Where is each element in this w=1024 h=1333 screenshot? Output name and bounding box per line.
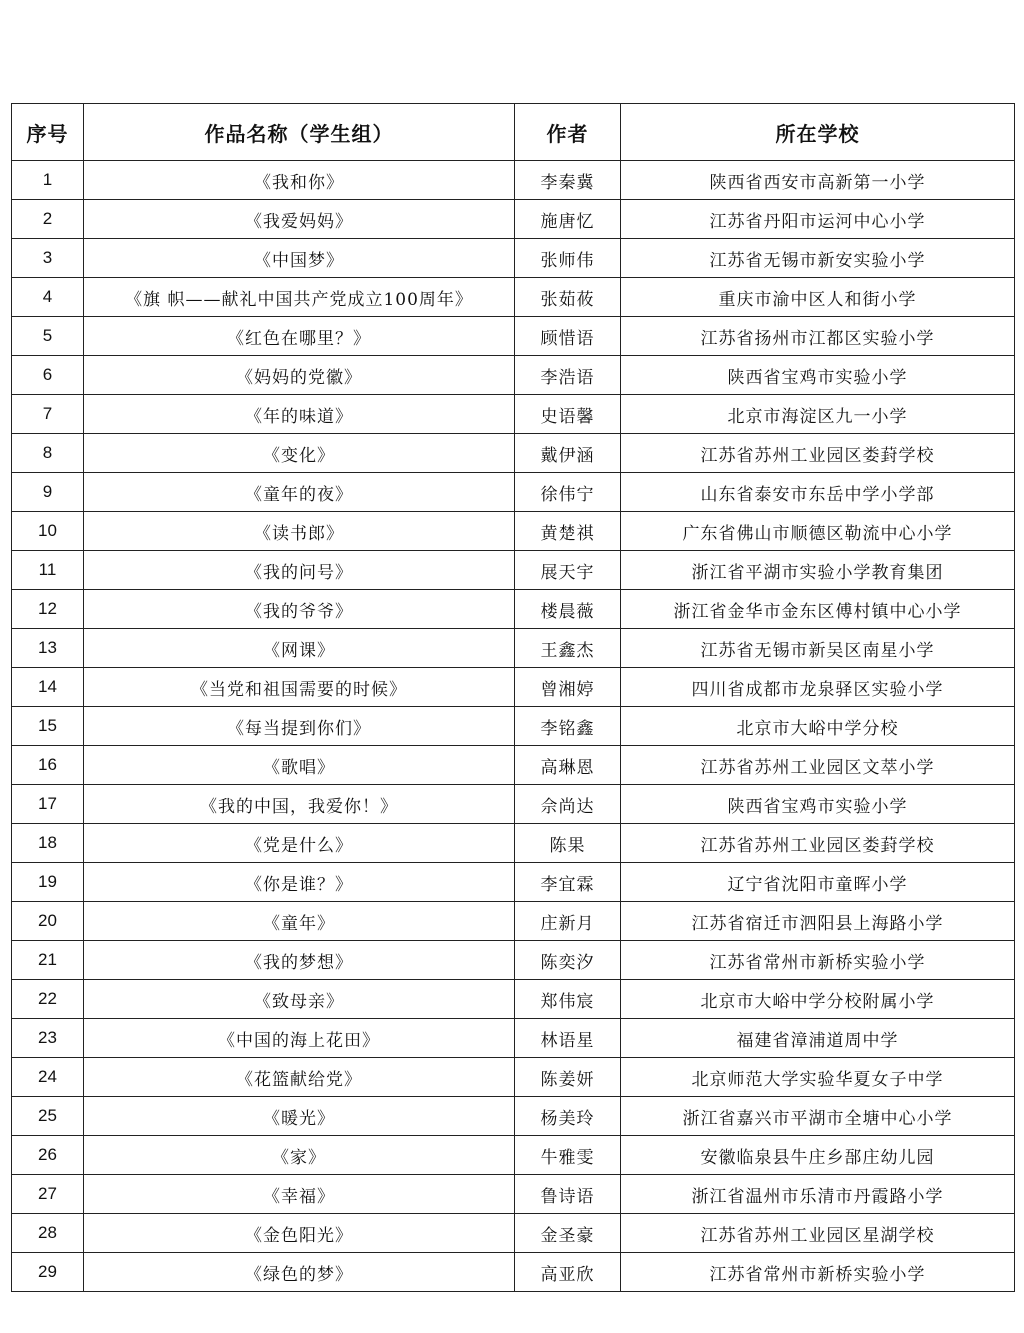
- table-row: [12, 512, 1015, 551]
- table-row: [12, 590, 1015, 629]
- cell-serial-number: 9: [12, 473, 84, 512]
- cell-school: 江苏省无锡市新吴区南星小学: [621, 629, 1015, 668]
- cell-serial-number: 27: [12, 1175, 84, 1214]
- cell-serial-number: 23: [12, 1019, 84, 1058]
- cell-serial-number: 22: [12, 980, 84, 1019]
- cell-serial-number: 4: [12, 278, 84, 317]
- header-school: 所在学校: [621, 104, 1015, 161]
- cell-work-title: 《童年》: [84, 902, 515, 941]
- cell-school: 北京市大峪中学分校附属小学: [621, 980, 1015, 1019]
- cell-school: 北京市大峪中学分校: [621, 707, 1015, 746]
- cell-work-title: 《当党和祖国需要的时候》: [84, 668, 515, 707]
- cell-school: 江苏省苏州工业园区星湖学校: [621, 1214, 1015, 1253]
- cell-school: 重庆市渝中区人和街小学: [621, 278, 1015, 317]
- cell-author: 陈姜妍: [515, 1058, 621, 1097]
- table-row: [12, 785, 1015, 824]
- cell-work-title: 《变化》: [84, 434, 515, 473]
- table-row: [12, 980, 1015, 1019]
- cell-author: 王鑫杰: [515, 629, 621, 668]
- cell-school: 山东省泰安市东岳中学小学部: [621, 473, 1015, 512]
- cell-work-title: 《网课》: [84, 629, 515, 668]
- table-row: [12, 161, 1015, 200]
- table-row: [12, 1136, 1015, 1175]
- cell-school: 江苏省丹阳市运河中心小学: [621, 200, 1015, 239]
- cell-serial-number: 21: [12, 941, 84, 980]
- cell-serial-number: 20: [12, 902, 84, 941]
- cell-author: 高亚欣: [515, 1253, 621, 1292]
- cell-author: 陈奕汐: [515, 941, 621, 980]
- table-row: [12, 278, 1015, 317]
- cell-author: 杨美玲: [515, 1097, 621, 1136]
- cell-serial-number: 8: [12, 434, 84, 473]
- cell-work-title: 《你是谁？》: [84, 863, 515, 902]
- cell-work-title: 《读书郎》: [84, 512, 515, 551]
- cell-author: 张师伟: [515, 239, 621, 278]
- cell-school: 福建省漳浦道周中学: [621, 1019, 1015, 1058]
- table-row: [12, 824, 1015, 863]
- cell-school: 江苏省无锡市新安实验小学: [621, 239, 1015, 278]
- cell-work-title: 《我的问号》: [84, 551, 515, 590]
- cell-serial-number: 17: [12, 785, 84, 824]
- cell-school: 江苏省宿迁市泗阳县上海路小学: [621, 902, 1015, 941]
- table-body: [12, 161, 1015, 1292]
- cell-author: 张茹莜: [515, 278, 621, 317]
- cell-author: 曾湘婷: [515, 668, 621, 707]
- cell-author: 高琳恩: [515, 746, 621, 785]
- cell-serial-number: 28: [12, 1214, 84, 1253]
- cell-serial-number: 15: [12, 707, 84, 746]
- cell-school: 北京师范大学实验华夏女子中学: [621, 1058, 1015, 1097]
- table-header-row: [12, 104, 1015, 161]
- cell-serial-number: 29: [12, 1253, 84, 1292]
- table-row: [12, 1019, 1015, 1058]
- cell-work-title: 《童年的夜》: [84, 473, 515, 512]
- table-row: [12, 746, 1015, 785]
- cell-school: 辽宁省沈阳市童晖小学: [621, 863, 1015, 902]
- cell-school: 江苏省扬州市江都区实验小学: [621, 317, 1015, 356]
- cell-serial-number: 24: [12, 1058, 84, 1097]
- cell-serial-number: 26: [12, 1136, 84, 1175]
- cell-work-title: 《我的爷爷》: [84, 590, 515, 629]
- cell-serial-number: 5: [12, 317, 84, 356]
- cell-author: 展天宇: [515, 551, 621, 590]
- cell-work-title: 《歌唱》: [84, 746, 515, 785]
- header-serial-number: 序号: [12, 104, 84, 161]
- cell-serial-number: 6: [12, 356, 84, 395]
- cell-work-title: 《党是什么》: [84, 824, 515, 863]
- cell-author: 郑伟宸: [515, 980, 621, 1019]
- table-row: [12, 668, 1015, 707]
- cell-school: 浙江省金华市金东区傅村镇中心小学: [621, 590, 1015, 629]
- cell-author: 史语馨: [515, 395, 621, 434]
- table-row: [12, 551, 1015, 590]
- table-row: [12, 473, 1015, 512]
- table-row: [12, 1253, 1015, 1292]
- table-row: [12, 863, 1015, 902]
- cell-school: 江苏省苏州工业园区娄葑学校: [621, 434, 1015, 473]
- table-row: [12, 200, 1015, 239]
- cell-author: 李宜霖: [515, 863, 621, 902]
- table-row: [12, 629, 1015, 668]
- cell-work-title: 《我爱妈妈》: [84, 200, 515, 239]
- cell-school: 安徽临泉县牛庄乡郚庄幼儿园: [621, 1136, 1015, 1175]
- table-row: [12, 707, 1015, 746]
- cell-work-title: 《暖光》: [84, 1097, 515, 1136]
- cell-serial-number: 16: [12, 746, 84, 785]
- cell-school: 四川省成都市龙泉驿区实验小学: [621, 668, 1015, 707]
- cell-school: 浙江省平湖市实验小学教育集团: [621, 551, 1015, 590]
- cell-school: 陕西省宝鸡市实验小学: [621, 356, 1015, 395]
- cell-work-title: 《我的梦想》: [84, 941, 515, 980]
- cell-school: 浙江省温州市乐清市丹霞路小学: [621, 1175, 1015, 1214]
- cell-serial-number: 14: [12, 668, 84, 707]
- cell-author: 李秦冀: [515, 161, 621, 200]
- cell-school: 江苏省苏州工业园区文萃小学: [621, 746, 1015, 785]
- cell-school: 浙江省嘉兴市平湖市全塘中心小学: [621, 1097, 1015, 1136]
- header-author: 作者: [515, 104, 621, 161]
- cell-author: 黄楚祺: [515, 512, 621, 551]
- table-row: [12, 434, 1015, 473]
- cell-author: 楼晨薇: [515, 590, 621, 629]
- table-row: [12, 1175, 1015, 1214]
- cell-work-title: 《每当提到你们》: [84, 707, 515, 746]
- cell-serial-number: 2: [12, 200, 84, 239]
- cell-school: 陕西省西安市高新第一小学: [621, 161, 1015, 200]
- cell-author: 李浩语: [515, 356, 621, 395]
- cell-work-title: 《幸福》: [84, 1175, 515, 1214]
- cell-school: 江苏省常州市新桥实验小学: [621, 941, 1015, 980]
- cell-work-title: 《旗 帜——献礼中国共产党成立100周年》: [84, 278, 515, 317]
- cell-work-title: 《花篮献给党》: [84, 1058, 515, 1097]
- cell-author: 徐伟宁: [515, 473, 621, 512]
- table-row: [12, 239, 1015, 278]
- table-row: [12, 1214, 1015, 1253]
- cell-serial-number: 1: [12, 161, 84, 200]
- cell-serial-number: 11: [12, 551, 84, 590]
- cell-author: 牛雅雯: [515, 1136, 621, 1175]
- cell-work-title: 《致母亲》: [84, 980, 515, 1019]
- cell-work-title: 《金色阳光》: [84, 1214, 515, 1253]
- cell-work-title: 《年的味道》: [84, 395, 515, 434]
- cell-school: 广东省佛山市顺德区勒流中心小学: [621, 512, 1015, 551]
- cell-author: 施唐忆: [515, 200, 621, 239]
- cell-author: 佘尚达: [515, 785, 621, 824]
- table-row: [12, 1097, 1015, 1136]
- cell-author: 林语星: [515, 1019, 621, 1058]
- cell-author: 金圣豪: [515, 1214, 621, 1253]
- table-row: [12, 902, 1015, 941]
- cell-author: 陈果: [515, 824, 621, 863]
- table-row: [12, 1058, 1015, 1097]
- cell-serial-number: 13: [12, 629, 84, 668]
- table-row: [12, 395, 1015, 434]
- cell-author: 李铭鑫: [515, 707, 621, 746]
- cell-work-title: 《绿色的梦》: [84, 1253, 515, 1292]
- table-row: [12, 356, 1015, 395]
- cell-work-title: 《家》: [84, 1136, 515, 1175]
- cell-school: 江苏省苏州工业园区娄葑学校: [621, 824, 1015, 863]
- cell-author: 戴伊涵: [515, 434, 621, 473]
- cell-work-title: 《妈妈的党徽》: [84, 356, 515, 395]
- cell-serial-number: 7: [12, 395, 84, 434]
- cell-author: 庄新月: [515, 902, 621, 941]
- cell-serial-number: 3: [12, 239, 84, 278]
- cell-serial-number: 12: [12, 590, 84, 629]
- cell-serial-number: 25: [12, 1097, 84, 1136]
- table-row: [12, 941, 1015, 980]
- cell-serial-number: 10: [12, 512, 84, 551]
- table-row: [12, 317, 1015, 356]
- header-work-title: 作品名称（学生组）: [84, 104, 515, 161]
- cell-work-title: 《我和你》: [84, 161, 515, 200]
- cell-work-title: 《中国梦》: [84, 239, 515, 278]
- cell-school: 江苏省常州市新桥实验小学: [621, 1253, 1015, 1292]
- cell-serial-number: 19: [12, 863, 84, 902]
- award-list-table: [11, 103, 1015, 1292]
- cell-author: 鲁诗语: [515, 1175, 621, 1214]
- cell-work-title: 《红色在哪里？》: [84, 317, 515, 356]
- cell-work-title: 《中国的海上花田》: [84, 1019, 515, 1058]
- cell-author: 顾惜语: [515, 317, 621, 356]
- cell-school: 北京市海淀区九一小学: [621, 395, 1015, 434]
- cell-work-title: 《我的中国，我爱你！》: [84, 785, 515, 824]
- cell-serial-number: 18: [12, 824, 84, 863]
- cell-school: 陕西省宝鸡市实验小学: [621, 785, 1015, 824]
